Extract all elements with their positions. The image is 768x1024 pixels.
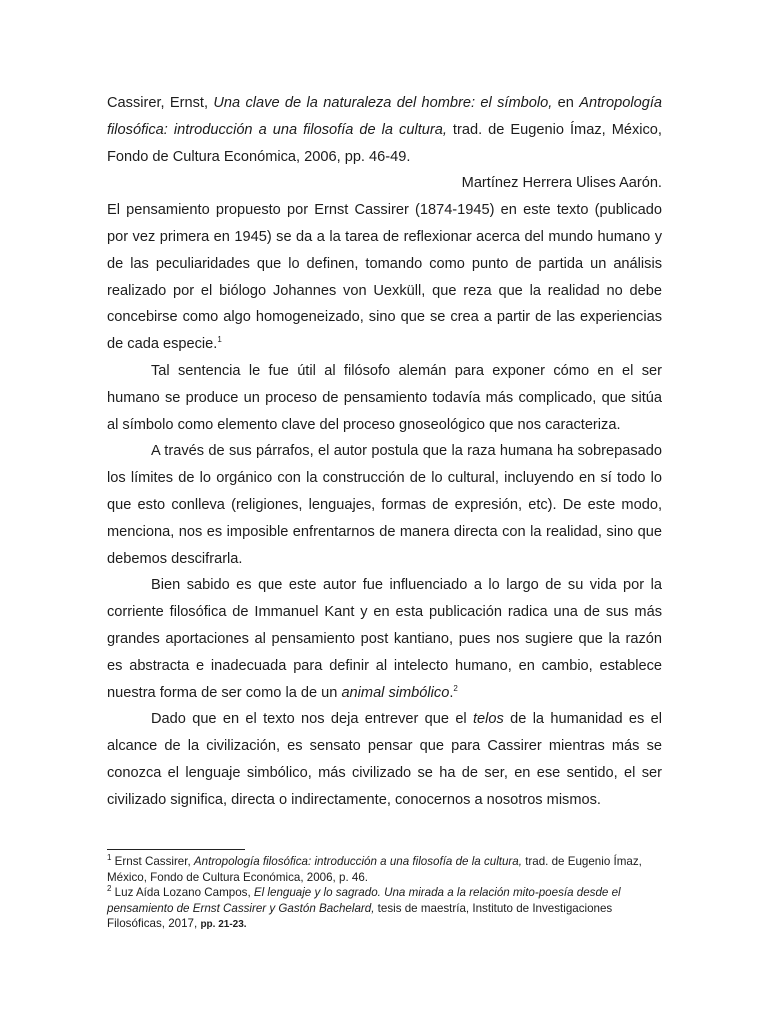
footnote-2-post: tesis de maestría, Instituto de Investigaciones Filosóficas, 2017,	[107, 901, 613, 930]
reference-book-title: Antropología filosófica: introducción a una filosofía de la cultura,	[107, 95, 662, 138]
reference-chapter-title: Una clave de la naturaleza del hombre: el símbolo,	[213, 95, 553, 111]
paragraph-4-text: Bien sabido es que este autor fue influenciado a lo largo de su vida por la corriente filosófica de Immanuel Kant y en esta publicación radica una de sus más grandes aportaciones al pensamiento post kantiano, pues nos sugiere que la razón es abstracta e inadecuada para definir al intelecto humano, en cambio, establece nuestra forma de ser como la de un	[107, 577, 662, 701]
paragraph-1-text: El pensamiento propuesto por Ernst Cassirer (1874-1945) en este texto (publicado por vez primera en 1945) se da a la tarea de reflexionar acerca del mundo humano y de las peculiaridades que lo definen, tomando como punto de partida un análisis realizado por el biólogo Johannes von Uexküll, que reza que la realidad no debe concebirse como algo homogeneizado, sino que se crea a partir de las experiencias de cada especie.	[107, 202, 662, 353]
paragraph-5	[107, 706, 662, 813]
paragraph-1	[107, 197, 662, 358]
paragraph-2: Tal sentencia le fue útil al filósofo alemán para exponer cómo en el ser humano se produce un proceso de pensamiento todavía más complicado, que sitúa al símbolo como elemento clave del proceso gnoseológico que nos caracteriza.	[107, 362, 662, 433]
paragraph-5-emphasis: telos	[473, 711, 504, 728]
footnote-1	[107, 854, 667, 885]
footnote-2-pages: pp. 21-23.	[200, 919, 247, 930]
paragraph-5-post: de la humanidad es el alcance de la civilización, es sensato pensar que para Cassirer mientras más se conozca el lenguaje simbólico, más civilizado se ha de ser, en ese sentido, el ser civilizado significa, directa o indirectamente, conocernos a nosotros mismos.	[107, 711, 662, 808]
reference-publication: trad. de Eugenio Ímaz, México, Fondo de Cultura Económica, 2006, pp. 46-49.	[107, 121, 662, 165]
reference-in: en	[552, 95, 580, 111]
paragraph-4-emphasis: animal simbólico	[341, 684, 450, 701]
footnote-1-pre: Ernst Cassirer,	[111, 855, 194, 868]
bibliographic-reference	[107, 90, 662, 170]
paragraph-4-tail: .	[449, 684, 454, 701]
document-body	[107, 90, 662, 814]
footnote-separator	[107, 849, 245, 850]
author-byline: Martínez Herrera Ulises Aarón.	[461, 175, 662, 192]
paragraph-3: A través de sus párrafos, el autor postula que la raza humana ha sobrepasado los límites de lo orgánico con la construcción de lo cultural, incluyendo en sí todo lo que esto conlleva (religiones, lenguajes, formas de expresión, etc). De este modo, menciona, nos es imposible enfrentarnos de manera directa con la realidad, sino que debemos descifrarla.	[107, 443, 662, 567]
footnote-2-pre: Luz Aída Lozano Campos,	[111, 886, 254, 899]
footnote-1-post: trad. de Eugenio Ímaz, México, Fondo de Cultura Económica, 2006, p. 46.	[107, 855, 642, 884]
reference-author: Cassirer, Ernst,	[107, 95, 214, 111]
footnote-1-number: 1	[107, 853, 112, 863]
paragraph-5-pre: Dado que en el texto nos deja entrever que el	[151, 711, 473, 728]
footnote-1-title: Antropología filosófica: introducción a una filosofía de la cultura,	[193, 855, 522, 868]
footnotes	[107, 854, 667, 933]
footnote-2-title: El lenguaje y lo sagrado. Una mirada a la relación mito-poesía desde el pensamiento de Ernst Cassirer y Gastón Bachelard,	[107, 886, 621, 915]
footnote-ref-2: 2	[453, 683, 458, 693]
footnote-ref-1: 1	[217, 335, 222, 345]
footnote-2-number: 2	[107, 884, 112, 894]
paragraph-4	[107, 572, 662, 706]
footnote-2	[107, 885, 667, 933]
